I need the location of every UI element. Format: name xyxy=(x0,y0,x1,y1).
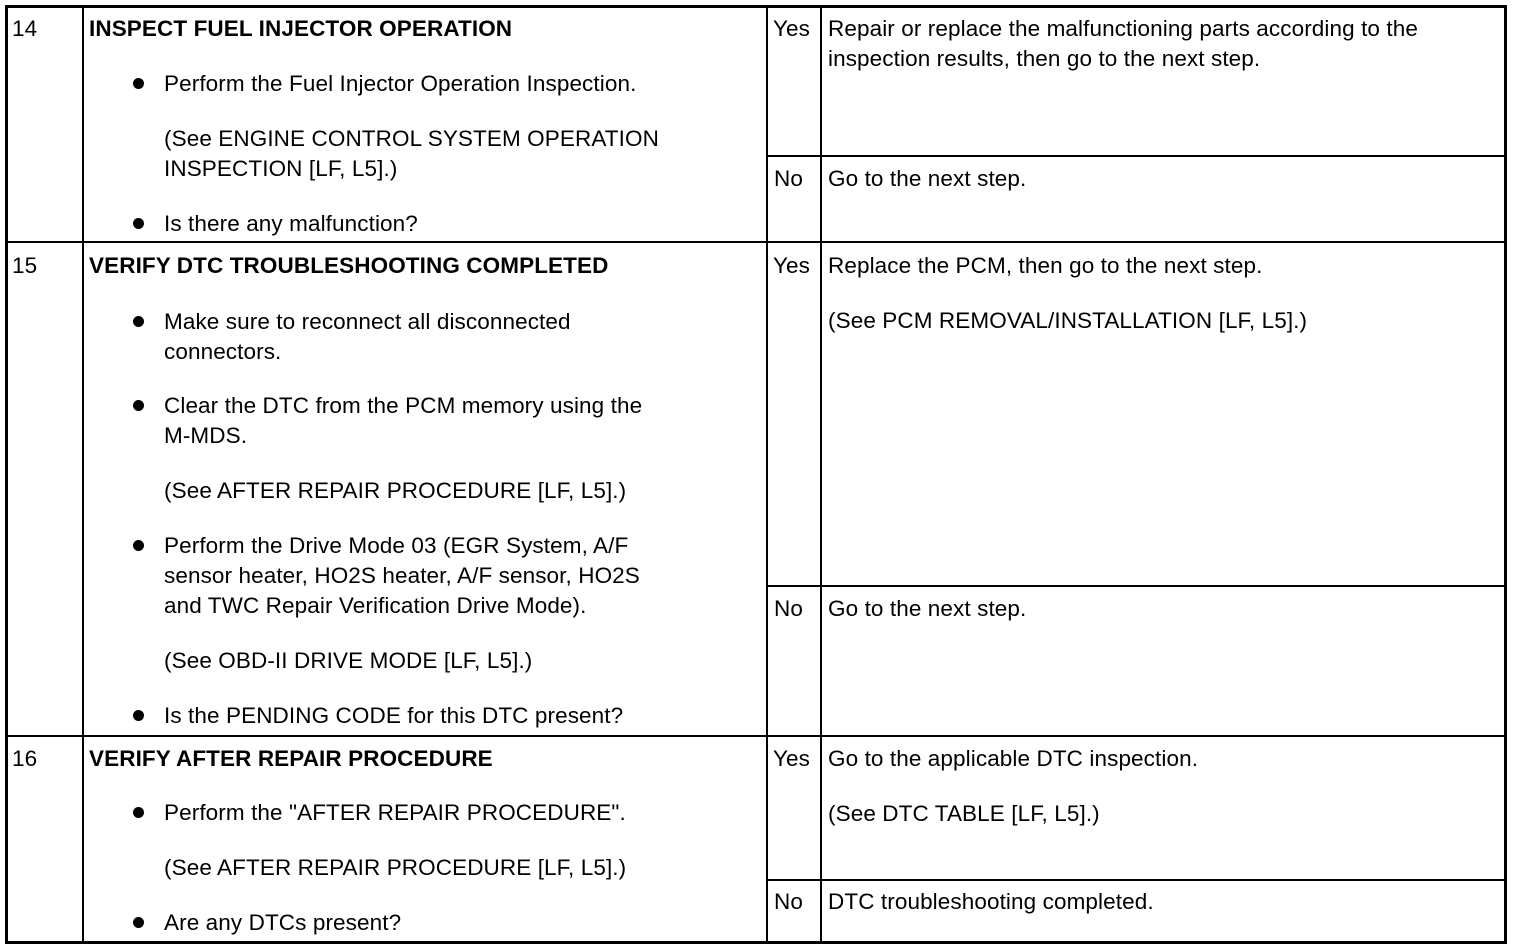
step-number: 14 xyxy=(12,16,38,41)
no-action: Go to the next step. xyxy=(828,596,1027,621)
yes-no-divider xyxy=(767,155,1507,157)
bullet-icon xyxy=(133,710,144,721)
yes-no-divider xyxy=(767,879,1507,881)
step-question: Is there any malfunction? xyxy=(164,211,418,236)
step-number: 16 xyxy=(12,746,38,771)
step-instruction: Perform the Drive Mode 03 (EGR System, A/F xyxy=(164,533,629,558)
yes-action: inspection results, then go to the next step. xyxy=(828,46,1261,71)
step-question: Are any DTCs present? xyxy=(164,910,402,935)
step-reference: (See AFTER REPAIR PROCEDURE [LF, L5].) xyxy=(164,478,627,503)
step-number: 15 xyxy=(12,253,38,278)
no-label: No xyxy=(774,889,803,914)
step-instruction: Clear the DTC from the PCM memory using the xyxy=(164,393,643,418)
yes-no-divider xyxy=(767,585,1507,587)
bullet-icon xyxy=(133,78,144,89)
step-instruction: Perform the "AFTER REPAIR PROCEDURE". xyxy=(164,800,626,825)
step-reference: (See OBD-II DRIVE MODE [LF, L5].) xyxy=(164,648,533,673)
bullet-icon xyxy=(133,540,144,551)
column-divider xyxy=(820,5,822,944)
step-instruction: connectors. xyxy=(164,339,282,364)
yes-label: Yes xyxy=(773,16,811,41)
step-reference: (See AFTER REPAIR PROCEDURE [LF, L5].) xyxy=(164,855,627,880)
yes-action: Repair or replace the malfunctioning parts according to the xyxy=(828,16,1418,41)
no-action: Go to the next step. xyxy=(828,166,1027,191)
yes-reference: (See DTC TABLE [LF, L5].) xyxy=(828,801,1100,826)
step-reference: INSPECTION [LF, L5].) xyxy=(164,156,398,181)
step-reference: (See ENGINE CONTROL SYSTEM OPERATION xyxy=(164,126,659,151)
yes-action: Go to the applicable DTC inspection. xyxy=(828,746,1199,771)
bullet-icon xyxy=(133,807,144,818)
step-instruction: sensor heater, HO2S heater, A/F sensor, HO2S xyxy=(164,563,640,588)
step-instruction: and TWC Repair Verification Drive Mode). xyxy=(164,593,587,618)
bullet-icon xyxy=(133,218,144,229)
step-title: VERIFY DTC TROUBLESHOOTING COMPLETED xyxy=(89,253,609,278)
no-action: DTC troubleshooting completed. xyxy=(828,889,1154,914)
row-divider xyxy=(5,735,1507,737)
yes-action: Replace the PCM, then go to the next step. xyxy=(828,253,1263,278)
no-label: No xyxy=(774,166,803,191)
bullet-icon xyxy=(133,917,144,928)
yes-reference: (See PCM REMOVAL/INSTALLATION [LF, L5].) xyxy=(828,308,1308,333)
step-title: VERIFY AFTER REPAIR PROCEDURE xyxy=(89,746,493,771)
step-title: INSPECT FUEL INJECTOR OPERATION xyxy=(89,16,513,41)
step-instruction: Make sure to reconnect all disconnected xyxy=(164,309,571,334)
yes-label: Yes xyxy=(773,746,811,771)
step-question: Is the PENDING CODE for this DTC present? xyxy=(164,703,624,728)
yes-label: Yes xyxy=(773,253,811,278)
column-divider xyxy=(82,5,84,944)
step-instruction: Perform the Fuel Injector Operation Inspection. xyxy=(164,71,637,96)
bullet-icon xyxy=(133,400,144,411)
step-instruction: M-MDS. xyxy=(164,423,248,448)
column-divider xyxy=(766,5,768,944)
row-divider xyxy=(5,241,1507,243)
bullet-icon xyxy=(133,316,144,327)
no-label: No xyxy=(774,596,803,621)
